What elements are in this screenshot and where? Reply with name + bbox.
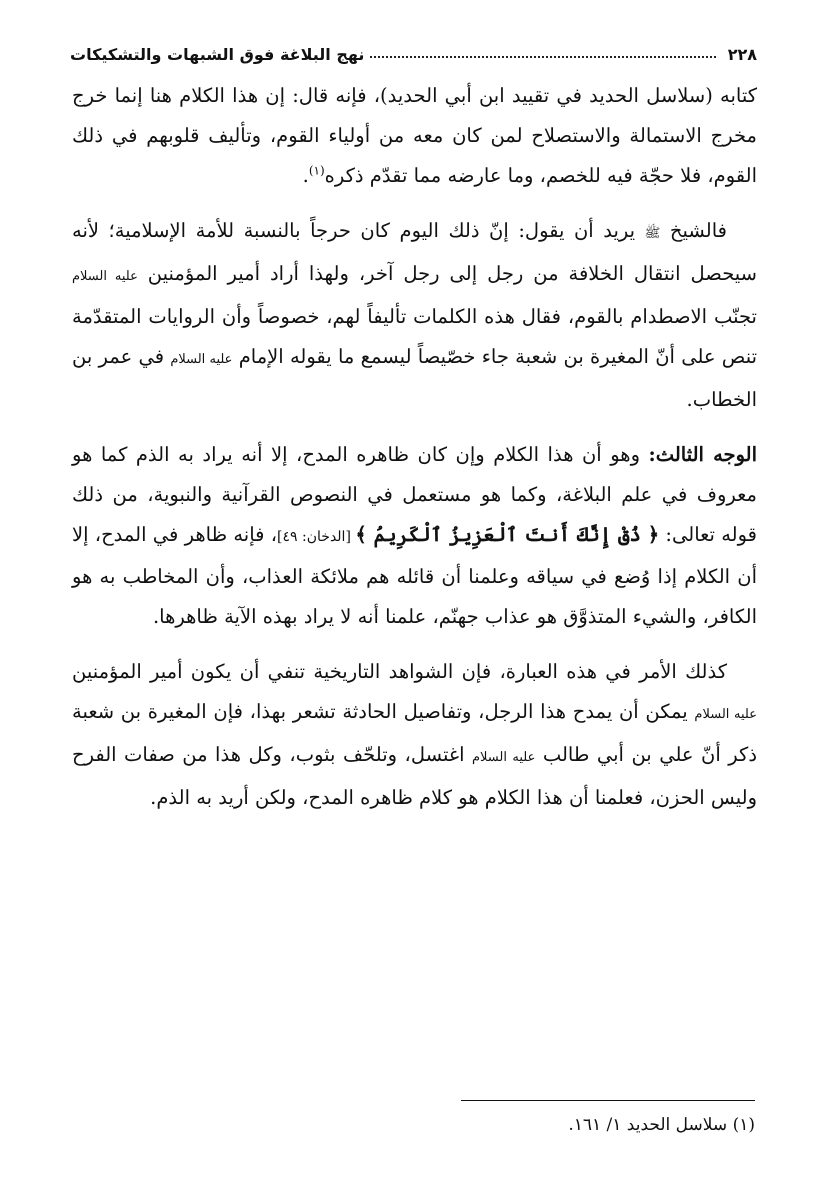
honorific-symbol: عليه السلام [694, 707, 757, 722]
paragraph-2 [72, 211, 757, 420]
section-lead-heading: الوجه الثالث: [648, 443, 758, 466]
paragraph-2-part-3: تجنّب الاصطدام بالقوم، فقال هذه الكلمات تأليفاً لهم، خصوصاً وأن الروايات المتقدّمة تنص على أنّ المغيرة بن شعبة جاء خصّيصاً ليسمع ما يقوله الإمام [72, 305, 758, 368]
body-text [72, 76, 757, 833]
page-number: ٢٢٨ [727, 45, 757, 64]
footnote: (١) سلاسل الحديد ١/ ١٦١. [568, 1115, 755, 1135]
footnote-reference[interactable]: (١) [308, 163, 325, 178]
paragraph-1 [72, 76, 757, 196]
paragraph-4 [72, 652, 757, 818]
running-title: نهج البلاغة فوق الشبهات والتشكيكات [70, 45, 365, 64]
running-header [70, 28, 757, 64]
paragraph-4-part-2: يمكن أن يمدح هذا الرجل، وتفاصيل الحادثة تشعر بهذا، فإن المغيرة بن شعبة ذكر أنّ علي بن أبي طالب [72, 700, 758, 766]
paragraph-2-part-2: يريد أن يقول: إنّ ذلك اليوم كان حرجاً بالنسبة للأمة الإسلامية؛ لأنه سيحصل انتقال الخلافة من رجل إلى رجل آخر، ولهذا أراد أمير المؤمنين [72, 219, 757, 285]
honorific-symbol: عليه السلام [72, 269, 138, 284]
honorific-symbol: عليه السلام [170, 352, 233, 367]
footnote-separator [461, 1100, 755, 1101]
paragraph-2-part-1: فالشيخ [660, 219, 727, 242]
verse-reference: [الدخان: ٤٩] [277, 529, 356, 545]
paragraph-4-part-3: اغتسل، وتلحّف بثوب، وكل هذا من صفات الفرح وليس الحزن، فعلمنا أن هذا الكلام هو كلام ظاهره المدح، ولكن أريد به الذم. [72, 743, 757, 809]
honorific-symbol: عليه السلام [471, 750, 536, 765]
paragraph-3 [72, 435, 757, 637]
quran-verse: ﴿ ذُقْ إِنَّكَ أَنتَ ٱلْعَزِيزُ ٱلْكَرِيمُ ﴾ [355, 523, 660, 546]
honorific-symbol: ﷺ [644, 226, 661, 241]
paragraph-2-part-4: في عمر بن الخطاب. [72, 345, 757, 411]
paragraph-1-text: كتابه (سلاسل الحديد في تقييد ابن أبي الحديد)، فإنه قال: إن هذا الكلام هنا إنما خرج مخرج الاستمالة والاستصلاح لمن كان معه من أولياء القوم، وتأليف قلوبهم في ذلك القوم، فلا حجّة فيه للخصم، وما عارضه مما تقدّم ذكره [72, 84, 757, 187]
paragraph-3-part-1: وهو أن هذا الكلام وإن كان ظاهره المدح، إلا أنه يراد به الذم كما هو معروف في علم البلاغة، وكما هو مستعمل في النصوص القرآنية والنبوية، من ذلك قوله تعالى: [72, 443, 757, 546]
paragraph-1-tail: . [302, 164, 309, 187]
paragraph-3-part-2: ، فإنه ظاهر في المدح، إلا أن الكلام إذا وُضع في سياقه وعلمنا أن قائله هم ملائكة العذاب، وأن المخاطب به هو الكافر، والشيء المتذوَّق هو عذاب جهنّم، علمنا أنه لا يراد بهذه الآية ظاهرها. [72, 523, 757, 628]
paragraph-4-part-1: كذلك الأمر في هذه العبارة، فإن الشواهد التاريخية تنفي أن يكون أمير المؤمنين [72, 660, 727, 683]
header-dot-leader [370, 55, 715, 58]
